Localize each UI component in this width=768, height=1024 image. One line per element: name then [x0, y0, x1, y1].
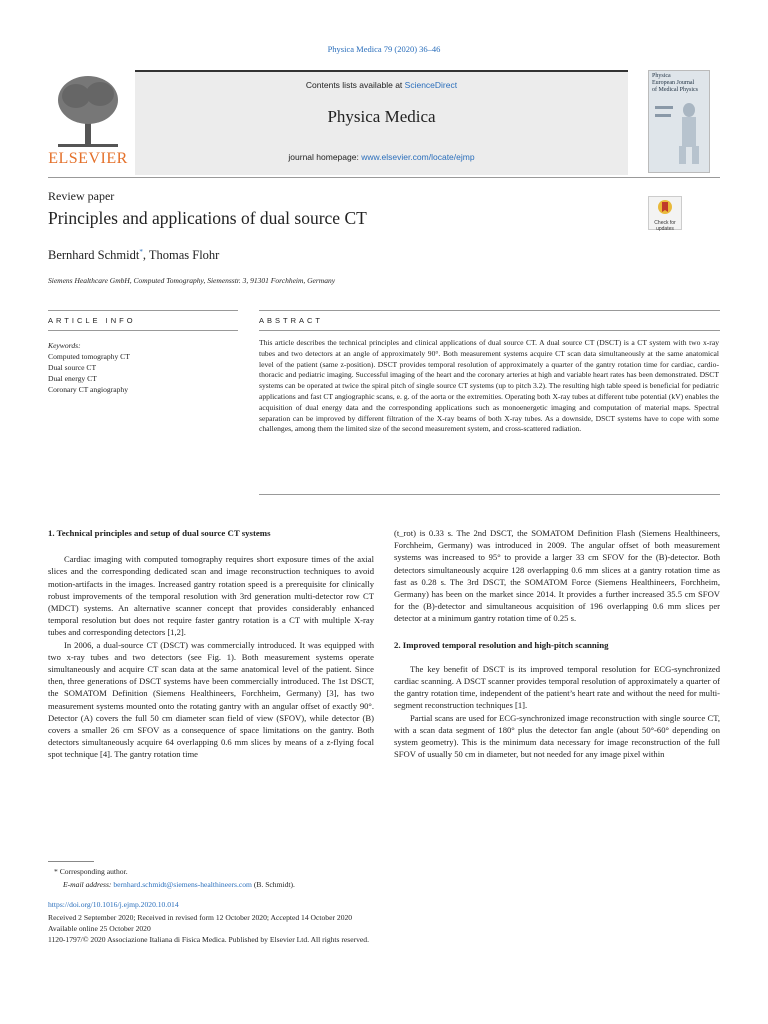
journal-cover-thumbnail[interactable]	[648, 70, 710, 173]
author-affiliation: Siemens Healthcare GmbH, Computed Tomography, Siemensstr. 3, 91301 Forchheim, Germany	[48, 276, 336, 285]
cover-line: of Medical Physics	[652, 87, 698, 93]
homepage-link[interactable]: www.elsevier.com/locate/ejmp	[361, 152, 475, 162]
elsevier-wordmark: ELSEVIER	[48, 150, 128, 167]
author-separator: ,	[142, 248, 149, 263]
author-name: Thomas Flohr	[148, 248, 220, 263]
section-heading: 1. Technical principles and setup of dual source CT systems	[48, 528, 271, 538]
info-heading-rule	[48, 330, 238, 331]
footnote-mark: *	[54, 867, 58, 876]
check-for-updates-badge[interactable]	[648, 196, 682, 230]
abstract-heading-rule	[259, 330, 720, 331]
body-paragraph: Cardiac imaging with computed tomography requires short exposure times of the axial slices and the corresponding dedicated scan and image reconstruction techniques to avoid motion-artifacts in the images. Increased gantry rotation speed is a prerequisite for clinically robust improvements of the temporal resolution with 3rd generation multi-detector row CT (MDCT) systems. An alternative scanner concept that provides considerably enhanced temporal resolution but does not require faster gantry rotation is a CT with multiple X-ray tubes and corresponding detectors [1,2].	[48, 554, 374, 638]
keywords-label: Keywords:	[48, 341, 81, 350]
email-suffix: (B. Schmidt).	[251, 880, 295, 889]
copyright-line: 1120-1797/© 2020 Associazione Italiana di Fisica Medica. Published by Elsevier Ltd. All rights reserved.	[48, 935, 369, 944]
received-dates: Received 2 September 2020; Received in revised form 12 October 2020; Accepted 14 October 2020	[48, 913, 353, 922]
abstract-text: This article describes the technical principles and clinical applications of dual source CT. A dual source CT (DSCT) is a CT system with two x-ray tubes and two detectors at an angle of approximately 90°. Both measurement systems acquire CT scan data simultaneously at the same anatomical level of the patient (same z-position). DSCT provides temporal resolution of approximately a quarter of the gantry rotation time for cardiac, cardio-thoracic and pediatric imaging. Successful imaging of the heart and the coronary arteries at high and variable heart rates has been demonstrated. DSCT systems can be operated at twice the spiral pitch of single source CT systems (up to pitch 3.2). The resulting high table speed is beneficial for pediatric applications and fast CT angiographic scans, e. g. of the aorta or the extremities. Operating both X-ray tubes at different tube potential (kV) enables the acquisition of dual energy data and the corresponding applications such as monoenergetic imaging and computation of material maps. Spectral separation can be improved by different filtration of the X-ray beams of both X-ray tubes. As a downside, DSCT systems have to cope with some challenges, among them the limited size of the second measurement system, and cross-scattered radiation.	[259, 338, 719, 434]
body-paragraph: Partial scans are used for ECG-synchronized image reconstruction with single source CT, with a scan data segment of 180° plus the detector fan angle (about 50°-60° depending on system geometry). This is the minimum data necessary for image reconstruction of the full SFOV of usually 50 cm in diameter, but not needed for any image pixel within	[394, 712, 720, 760]
body-column-right	[394, 527, 720, 760]
keyword-item: Computed tomography CT	[48, 352, 130, 361]
journal-homepage-line	[135, 152, 628, 162]
info-top-rule	[48, 310, 238, 311]
header-divider	[48, 177, 720, 178]
article-title: Principles and applications of dual source CT	[48, 208, 367, 228]
author-list	[48, 248, 219, 263]
keyword-item: Dual energy CT	[48, 374, 97, 383]
homepage-prefix: journal homepage:	[288, 152, 362, 162]
keyword-item: Dual source CT	[48, 363, 97, 372]
section-heading: 2. Improved temporal resolution and high-pitch scanning	[394, 639, 609, 650]
contents-lists-line	[135, 80, 628, 90]
abstract-bottom-rule	[259, 494, 720, 495]
corresponding-author-mark[interactable]: *	[139, 248, 143, 256]
abstract-heading: ABSTRACT	[259, 316, 324, 325]
corresponding-author-note	[54, 866, 128, 877]
body-paragraph: The key benefit of DSCT is its improved temporal resolution for ECG-synchronized cardiac scanning. A DSCT scanner provides temporal resolution of approximately a quarter of the gantry rotation time, independent of the patient’s heart rate and without the need for multi-segment reconstruction techniques [1].	[394, 663, 720, 711]
bookmark-icon	[657, 199, 673, 215]
cover-line: Physica	[652, 73, 671, 79]
article-info-heading: ARTICLE INFO	[48, 316, 136, 325]
cover-figure-icon	[649, 96, 710, 166]
available-online-date: Available online 25 October 2020	[48, 924, 151, 933]
footnote-text: Corresponding author.	[59, 867, 128, 876]
journal-title: Physica Medica	[327, 107, 436, 126]
body-paragraph: In 2006, a dual-source CT (DSCT) was commercially introduced. It was equipped with two x-ray tubes and two detectors (see Fig. 1). Both measurement systems operate simultaneously and acquire CT scan data at the same anatomical level of the patient. Since then, three generations of DSCT systems have been commercially introduced. The 1st DSCT, the SOMATOM Definition (Siemens Healthineers, Forchheim, Germany) [3], has two measurement systems mounted onto the rotating gantry with an angular offset of exactly 90°. Detector (A) covers the full 50 cm diameter scan field of view (SFOV), while detector (B) covers a smaller 26 cm SFOV as a consequence of space limitations on the gantry. Both detectors simultaneously acquire 64 overlapping 0.6 mm slices by means of a z-flying focal spot technique [4]. The gantry rotation time	[48, 639, 374, 760]
footnote-rule	[48, 861, 94, 862]
email-footnote	[63, 879, 295, 890]
check-badge-label: Check for updates	[654, 220, 676, 232]
article-type: Review paper	[48, 189, 115, 203]
abstract-top-rule	[259, 310, 720, 311]
email-label: E-mail address:	[63, 880, 114, 889]
keywords-block	[48, 340, 238, 395]
author-name: Bernhard Schmidt	[48, 248, 140, 263]
body-column-left	[48, 527, 374, 761]
contents-prefix: Contents lists available at	[305, 80, 405, 90]
body-paragraph: (t_rot) is 0.33 s. The 2nd DSCT, the SOMATOM Definition Flash (Siemens Healthineers, Forchheim, Germany) was introduced in 2009. The angular offset of both measurement systems was increased to 95° to provide a larger 33 cm SFOV for the (B)-detector. Both detectors simultaneously acquire 128 overlapping 0.6 mm slices at a gantry rotation time as fast as 0.28 s. The 3rd DSCT, the SOMATOM Force (Siemens Healthineers, Forchheim, Germany) has been on the market since 2014. It provides a further increased 35.5 cm SFOV for the (B)-detector and simultaneous acquisition of 196 overlapping 0.6 mm slices per detector at a minimum gantry rotation time of 0.25 s.	[394, 528, 720, 624]
journal-citation[interactable]: Physica Medica 79 (2020) 36–46	[327, 44, 441, 54]
author-email-link[interactable]: bernhard.schmidt@siemens-healthineers.com	[113, 880, 252, 889]
cover-line: European Journal	[652, 80, 695, 86]
sciencedirect-link[interactable]: ScienceDirect	[404, 80, 458, 90]
keyword-item: Coronary CT angiography	[48, 385, 129, 394]
doi-link[interactable]: https://doi.org/10.1016/j.ejmp.2020.10.014	[48, 900, 179, 909]
